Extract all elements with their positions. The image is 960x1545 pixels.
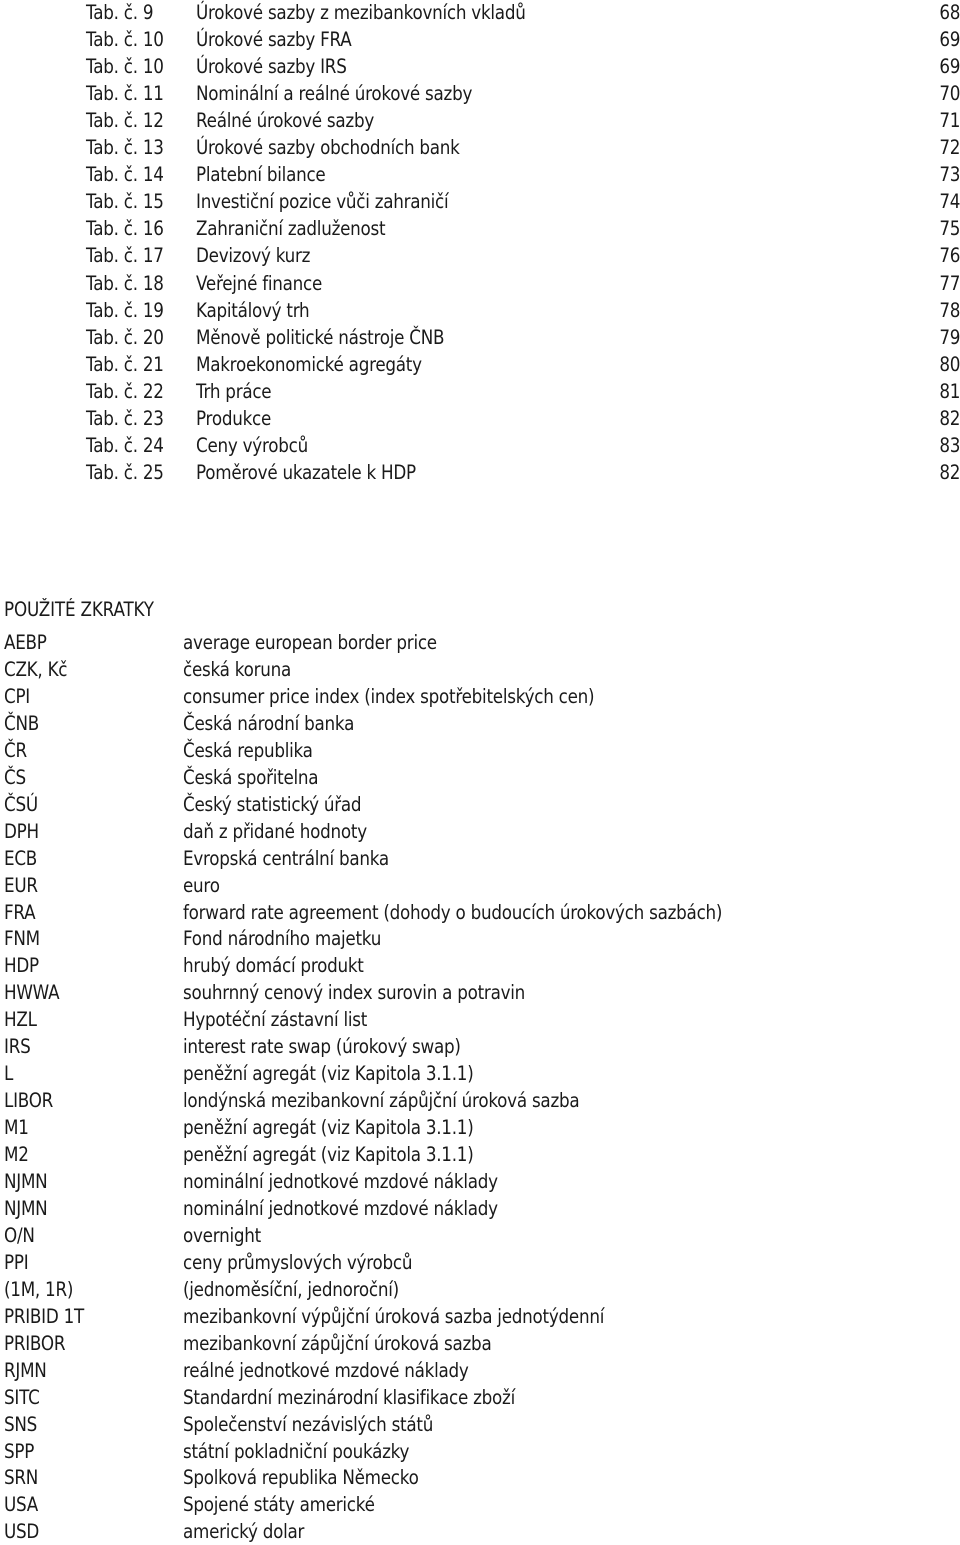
abbreviation-description: daň z přidané hodnoty xyxy=(183,819,367,843)
abbreviation-term: ČS xyxy=(4,765,26,789)
abbreviation-description: euro xyxy=(183,873,220,897)
abbreviation-row xyxy=(0,1249,960,1276)
abbreviation-row xyxy=(0,1491,960,1518)
page-number: 83 xyxy=(939,433,960,457)
abbreviation-row xyxy=(0,629,960,656)
abbreviation-term: LIBOR xyxy=(4,1089,54,1113)
abbreviation-term: HWWA xyxy=(4,981,60,1005)
abbreviation-term: SPP xyxy=(4,1439,35,1463)
abbreviation-description: londýnská mezibankovní zápůjční úroková sazba xyxy=(183,1089,580,1113)
abbreviation-term: SRN xyxy=(4,1466,39,1490)
abbreviation-row xyxy=(0,1195,960,1222)
abbreviation-description: hrubý domácí produkt xyxy=(183,954,364,978)
table-number: Tab. č. 10 xyxy=(86,28,164,52)
abbreviation-description: nominální jednotkové mzdové náklady xyxy=(183,1170,498,1193)
toc-row xyxy=(0,324,960,351)
abbreviation-term: HDP xyxy=(4,954,39,978)
abbreviation-row xyxy=(0,683,960,710)
abbreviation-row xyxy=(0,872,960,899)
toc-row xyxy=(0,161,960,188)
page-number: 68 xyxy=(939,1,960,24)
abbreviation-description: consumer price index (index spotřebitelských cen) xyxy=(183,684,595,708)
abbreviation-row xyxy=(0,1303,960,1330)
page-number: 70 xyxy=(939,82,960,106)
table-title: Produkce xyxy=(196,406,272,430)
abbreviation-description: mezibankovní zápůjční úroková sazba xyxy=(183,1331,492,1355)
table-number: Tab. č. 16 xyxy=(86,217,164,241)
table-title: Úrokové sazby FRA xyxy=(196,28,352,52)
abbreviation-term: DPH xyxy=(4,819,39,843)
abbreviation-description: Spolková republika Německo xyxy=(183,1466,419,1490)
abbreviation-description: Fond národního majetku xyxy=(183,927,382,951)
abbreviation-row xyxy=(0,1060,960,1087)
table-number: Tab. č. 19 xyxy=(86,298,164,322)
toc-row xyxy=(0,378,960,405)
abbreviation-row xyxy=(0,952,960,979)
abbreviation-term: PRIBID 1T xyxy=(4,1304,85,1328)
abbreviation-row xyxy=(0,899,960,926)
abbreviation-description: Česká spořitelna xyxy=(183,765,319,789)
table-title: Platební bilance xyxy=(196,163,326,187)
table-number: Tab. č. 15 xyxy=(86,190,164,214)
abbreviation-row xyxy=(0,979,960,1006)
abbreviation-row xyxy=(0,845,960,872)
table-number: Tab. č. 9 xyxy=(86,1,154,24)
table-title: Nominální a reálné úrokové sazby xyxy=(196,82,473,106)
abbreviation-row xyxy=(0,1222,960,1249)
abbreviation-term: M1 xyxy=(4,1116,29,1140)
abbreviation-term: L xyxy=(4,1062,14,1086)
table-number: Tab. č. 18 xyxy=(86,271,164,295)
toc-row xyxy=(0,215,960,242)
abbreviation-term: SITC xyxy=(4,1385,40,1409)
abbreviation-term: RJMN xyxy=(4,1358,47,1382)
table-title: Měnově politické nástroje ČNB xyxy=(196,325,445,349)
abbreviation-row xyxy=(0,1141,960,1168)
abbreviation-term: FRA xyxy=(4,900,36,924)
abbreviation-term: AEBP xyxy=(4,631,47,654)
abbreviation-row xyxy=(0,656,960,683)
table-title: Ceny výrobců xyxy=(196,433,308,457)
abbreviation-description: státní pokladniční poukázky xyxy=(183,1439,410,1463)
abbreviation-row xyxy=(0,1168,960,1195)
table-title: Úrokové sazby z mezibankovních vkladů xyxy=(196,1,526,24)
toc-row xyxy=(0,53,960,80)
table-number: Tab. č. 17 xyxy=(86,244,164,268)
abbreviation-description: ceny průmyslových výrobců xyxy=(183,1250,413,1274)
page-number: 77 xyxy=(939,271,960,295)
page-number: 69 xyxy=(939,28,960,52)
abbreviation-description: Evropská centrální banka xyxy=(183,846,389,870)
abbreviation-row xyxy=(0,737,960,764)
table-title: Úrokové sazby obchodních bank xyxy=(196,136,460,160)
page-number: 74 xyxy=(939,190,960,214)
abbreviation-term: CZK, Kč xyxy=(4,657,68,681)
abbreviation-term: EUR xyxy=(4,873,38,897)
toc-row xyxy=(0,351,960,378)
page-number: 79 xyxy=(939,325,960,349)
page-number: 71 xyxy=(939,109,960,133)
abbreviation-description: Česká republika xyxy=(183,738,313,762)
abbreviation-term: NJMN xyxy=(4,1170,48,1193)
abbreviation-row xyxy=(0,1411,960,1438)
abbreviation-row xyxy=(0,1330,960,1357)
abbreviation-row xyxy=(0,1276,960,1303)
toc-row xyxy=(0,134,960,161)
abbreviation-description: česká koruna xyxy=(183,657,292,681)
abbreviation-row xyxy=(0,1357,960,1384)
abbreviation-term: ECB xyxy=(4,846,38,870)
abbreviation-term: O/N xyxy=(4,1223,35,1247)
abbreviation-description: nominální jednotkové mzdové náklady xyxy=(183,1196,498,1220)
abbreviation-description: Hypotéční zástavní list xyxy=(183,1008,368,1032)
toc-row xyxy=(0,188,960,215)
toc-row xyxy=(0,107,960,134)
abbreviation-term: ČR xyxy=(4,738,27,762)
table-title: Zahraniční zadluženost xyxy=(196,217,386,241)
abbreviation-description: forward rate agreement (dohody o budoucích úrokových sazbách) xyxy=(183,900,723,924)
table-number: Tab. č. 23 xyxy=(86,406,164,430)
toc-row xyxy=(0,26,960,53)
page-number: 80 xyxy=(939,352,960,376)
abbreviation-term: CPI xyxy=(4,684,31,708)
table-number: Tab. č. 21 xyxy=(86,352,164,376)
table-title: Trh práce xyxy=(196,379,272,403)
page-number: 73 xyxy=(939,163,960,187)
table-number: Tab. č. 22 xyxy=(86,379,164,403)
abbreviation-term: IRS xyxy=(4,1035,31,1059)
abbreviation-row xyxy=(0,1114,960,1141)
toc-row xyxy=(0,0,960,26)
abbreviation-row xyxy=(0,818,960,845)
table-title: Kapitálový trh xyxy=(196,298,310,322)
abbreviation-description: americký dolar xyxy=(183,1520,305,1544)
toc-row xyxy=(0,242,960,269)
table-number: Tab. č. 25 xyxy=(86,460,164,484)
abbreviation-description: Společenství nezávislých států xyxy=(183,1412,434,1436)
table-title: Úrokové sazby IRS xyxy=(196,55,347,79)
abbreviation-row xyxy=(0,710,960,737)
table-title: Reálné úrokové sazby xyxy=(196,109,375,133)
abbreviation-row xyxy=(0,1384,960,1411)
page-number: 69 xyxy=(939,55,960,79)
abbreviation-row xyxy=(0,1518,960,1545)
abbreviation-description: mezibankovní výpůjční úroková sazba jednotýdenní xyxy=(183,1304,605,1328)
toc-row xyxy=(0,432,960,459)
table-title: Veřejné finance xyxy=(196,271,323,295)
table-number: Tab. č. 24 xyxy=(86,433,164,457)
abbreviation-term: NJMN xyxy=(4,1196,48,1220)
table-number: Tab. č. 10 xyxy=(86,55,164,79)
page-number: 82 xyxy=(939,460,960,484)
abbreviation-term: ČSÚ xyxy=(4,792,38,816)
table-number: Tab. č. 20 xyxy=(86,325,164,349)
toc-row xyxy=(0,405,960,432)
abbreviation-description: peněžní agregát (viz Kapitola 3.1.1) xyxy=(183,1116,474,1140)
toc-row xyxy=(0,459,960,486)
abbreviation-term: SNS xyxy=(4,1412,38,1436)
page-number: 72 xyxy=(939,136,960,160)
abbreviation-description: reálné jednotkové mzdové náklady xyxy=(183,1358,469,1382)
abbreviation-description: interest rate swap (úrokový swap) xyxy=(183,1035,461,1059)
table-title: Makroekonomické agregáty xyxy=(196,352,422,376)
page-number: 76 xyxy=(939,244,960,268)
abbreviation-row xyxy=(0,1006,960,1033)
abbreviation-row xyxy=(0,1438,960,1465)
abbreviation-description: peněžní agregát (viz Kapitola 3.1.1) xyxy=(183,1062,474,1086)
table-number: Tab. č. 13 xyxy=(86,136,164,160)
abbreviation-row xyxy=(0,1464,960,1491)
toc-row xyxy=(0,297,960,324)
abbreviation-description: peněžní agregát (viz Kapitola 3.1.1) xyxy=(183,1143,474,1167)
abbreviation-row xyxy=(0,791,960,818)
abbreviation-term: USD xyxy=(4,1520,40,1544)
abbreviation-description: souhrnný cenový index surovin a potravin xyxy=(183,981,526,1005)
abbreviation-term: USA xyxy=(4,1493,38,1517)
abbreviations-heading: POUŽITÉ ZKRATKY xyxy=(4,598,154,621)
table-number: Tab. č. 11 xyxy=(86,82,164,106)
abbreviation-term: PPI xyxy=(4,1250,29,1274)
table-title: Devizový kurz xyxy=(196,244,311,268)
abbreviation-row xyxy=(0,925,960,952)
abbreviation-description: Český statistický úřad xyxy=(183,792,362,816)
abbreviation-term: FNM xyxy=(4,927,40,951)
table-title: Investiční pozice vůči zahraničí xyxy=(196,190,449,214)
abbreviation-term: (1M, 1R) xyxy=(4,1277,74,1301)
abbreviation-description: Spojené státy americké xyxy=(183,1493,375,1517)
abbreviation-description: Standardní mezinárodní klasifikace zboží xyxy=(183,1385,516,1409)
abbreviation-row xyxy=(0,1087,960,1114)
toc-row xyxy=(0,80,960,107)
abbreviation-term: HZL xyxy=(4,1008,37,1032)
abbreviation-row xyxy=(0,764,960,791)
abbreviation-row xyxy=(0,1033,960,1060)
abbreviation-term: ČNB xyxy=(4,711,39,735)
page-number: 81 xyxy=(939,379,960,403)
page-number: 82 xyxy=(939,406,960,430)
abbreviation-term: M2 xyxy=(4,1143,29,1167)
abbreviation-term: PRIBOR xyxy=(4,1331,66,1355)
abbreviation-description: Česká národní banka xyxy=(183,711,355,735)
page-number: 78 xyxy=(939,298,960,322)
table-title: Poměrové ukazatele k HDP xyxy=(196,460,416,484)
table-number: Tab. č. 12 xyxy=(86,109,164,133)
abbreviation-description: average european border price xyxy=(183,631,437,654)
table-number: Tab. č. 14 xyxy=(86,163,164,187)
toc-row xyxy=(0,270,960,297)
page-number: 75 xyxy=(939,217,960,241)
abbreviation-description: overnight xyxy=(183,1223,261,1247)
abbreviation-description: (jednoměsíční, jednoroční) xyxy=(183,1277,399,1301)
